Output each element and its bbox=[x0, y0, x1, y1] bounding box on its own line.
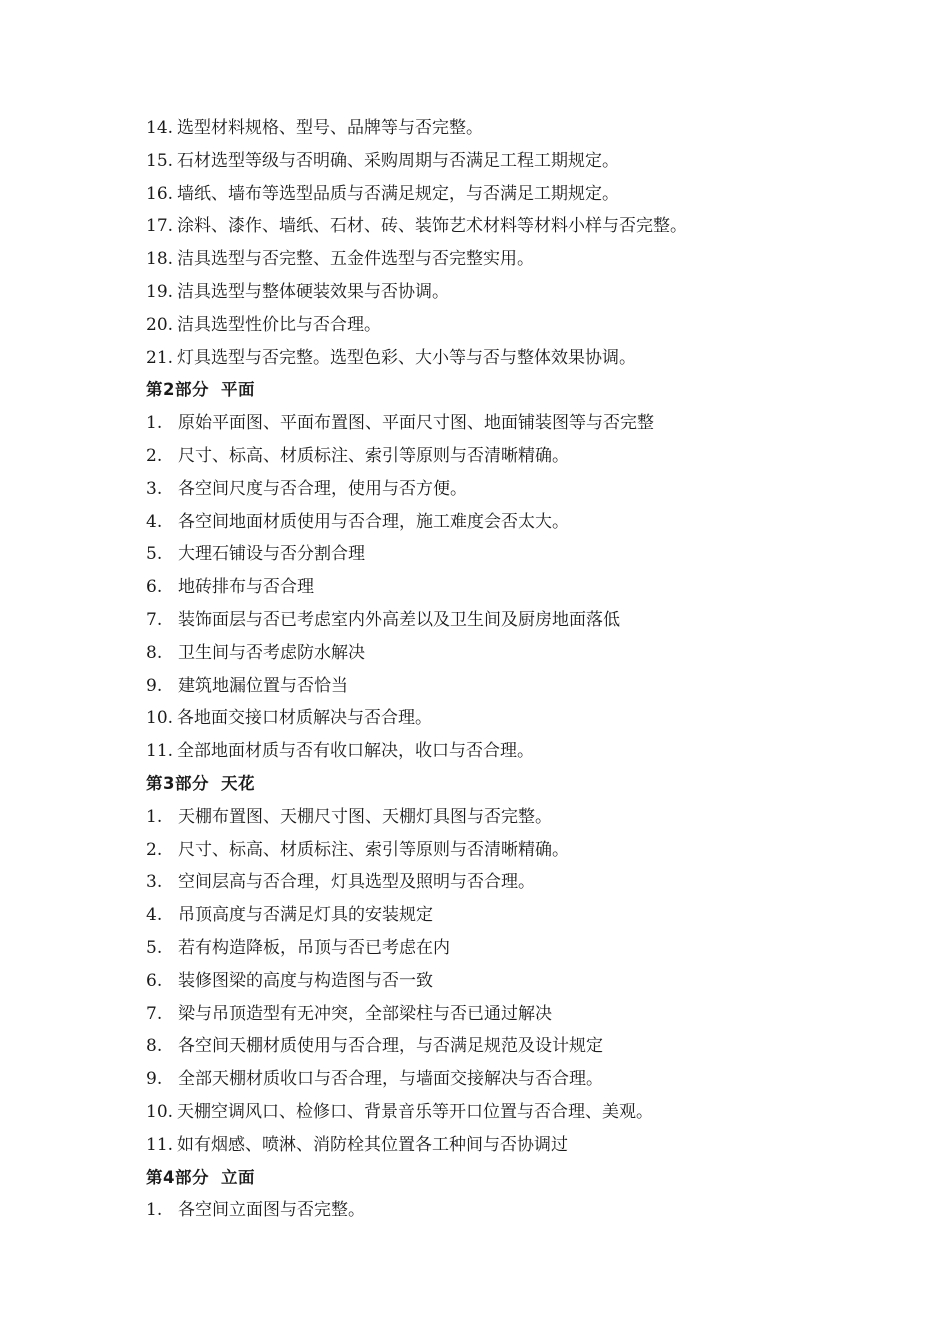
list-item bbox=[146, 866, 866, 899]
item-text: 全部天棚材质收口与否合理，与墙面交接解决与否合理。 bbox=[178, 1069, 603, 1090]
item-text: 建筑地漏位置与否恰当 bbox=[178, 675, 348, 696]
item-text: 卫生间与否考虑防水解决 bbox=[178, 642, 365, 663]
item-text: 洁具选型与整体硬装效果与否协调。 bbox=[177, 281, 450, 302]
list-item bbox=[146, 145, 866, 178]
item-number: 4. bbox=[146, 511, 163, 532]
item-text: 全部地面材质与否有收口解决，收口与否合理。 bbox=[177, 741, 535, 762]
item-number: 4. bbox=[146, 905, 163, 926]
item-text: 墙纸、墙布等选型品质与否满足规定，与否满足工期规定。 bbox=[177, 183, 620, 204]
section-part: 第4部分 bbox=[146, 1167, 209, 1187]
item-text: 原始平面图、平面布置图、平面尺寸图、地面铺装图等与否完整 bbox=[178, 413, 654, 434]
section-heading bbox=[146, 768, 866, 801]
item-number: 8. bbox=[146, 1036, 163, 1057]
item-text: 洁具选型性价比与否合理。 bbox=[177, 314, 382, 335]
list-item bbox=[146, 112, 866, 145]
item-number: 2. bbox=[146, 445, 163, 466]
item-text: 天棚空调风口、检修口、背景音乐等开口位置与否合理、美观。 bbox=[177, 1101, 654, 1122]
list-item bbox=[146, 834, 866, 867]
section-title: 天花 bbox=[220, 773, 255, 793]
item-text: 灯具选型与否完整。选型色彩、大小等与否与整体效果协调。 bbox=[177, 347, 637, 368]
section-part: 第3部分 bbox=[146, 773, 209, 793]
item-text: 洁具选型与否完整、五金件选型与否完整实用。 bbox=[177, 249, 535, 270]
item-number: 6. bbox=[146, 970, 163, 991]
list-item bbox=[146, 1129, 866, 1162]
list-item bbox=[146, 1096, 866, 1129]
item-number: 5. bbox=[146, 937, 163, 958]
item-number: 9. bbox=[146, 675, 163, 696]
list-item bbox=[146, 210, 866, 243]
list-item bbox=[146, 276, 866, 309]
list-item bbox=[146, 932, 866, 965]
item-text: 空间层高与否合理，灯具选型及照明与否合理。 bbox=[178, 872, 535, 893]
section-title: 立面 bbox=[220, 1167, 255, 1187]
item-number: 19. bbox=[146, 281, 174, 302]
item-number: 2. bbox=[146, 839, 163, 860]
item-number: 9. bbox=[146, 1069, 163, 1090]
list-item bbox=[146, 243, 866, 276]
list-item bbox=[146, 702, 866, 735]
item-text: 尺寸、标高、材质标注、索引等原则与否清晰精确。 bbox=[178, 445, 569, 466]
item-text: 若有构造降板，吊顶与否已考虑在内 bbox=[178, 937, 450, 958]
list-item bbox=[146, 1063, 866, 1096]
document-body bbox=[146, 112, 866, 1227]
list-item bbox=[146, 670, 866, 703]
section-heading bbox=[146, 374, 866, 407]
list-item bbox=[146, 604, 866, 637]
item-text: 如有烟感、喷淋、消防栓其位置各工种间与否协调过 bbox=[177, 1134, 569, 1155]
item-number: 3. bbox=[146, 478, 163, 499]
item-text: 各空间尺度与否合理，使用与否方便。 bbox=[178, 478, 467, 499]
item-number: 18. bbox=[146, 249, 174, 270]
list-item bbox=[146, 407, 866, 440]
item-text: 各空间天棚材质使用与否合理，与否满足规范及设计规定 bbox=[178, 1036, 603, 1057]
list-item bbox=[146, 1194, 866, 1227]
item-text: 天棚布置图、天棚尺寸图、天棚灯具图与否完整。 bbox=[178, 806, 552, 827]
section-title: 平面 bbox=[220, 380, 255, 400]
item-number: 6. bbox=[146, 577, 163, 598]
item-text: 石材选型等级与否明确、采购周期与否满足工程工期规定。 bbox=[177, 150, 620, 171]
item-number: 21. bbox=[146, 347, 174, 368]
item-text: 涂料、漆作、墙纸、石材、砖、装饰艺术材料等材料小样与否完整。 bbox=[177, 216, 688, 237]
item-number: 11. bbox=[146, 741, 174, 762]
list-item bbox=[146, 801, 866, 834]
item-number: 3. bbox=[146, 872, 163, 893]
list-item bbox=[146, 506, 866, 539]
item-number: 20. bbox=[146, 314, 174, 335]
item-number: 15. bbox=[146, 150, 174, 171]
list-item bbox=[146, 473, 866, 506]
item-number: 1. bbox=[146, 1200, 163, 1221]
item-text: 各空间立面图与否完整。 bbox=[178, 1200, 365, 1221]
list-item bbox=[146, 440, 866, 473]
item-number: 16. bbox=[146, 183, 174, 204]
list-item bbox=[146, 735, 866, 768]
item-number: 14. bbox=[146, 118, 174, 138]
list-item bbox=[146, 637, 866, 670]
item-number: 7. bbox=[146, 609, 163, 630]
section-heading bbox=[146, 1162, 866, 1195]
item-text: 尺寸、标高、材质标注、索引等原则与否清晰精确。 bbox=[178, 839, 569, 860]
list-item bbox=[146, 309, 866, 342]
item-number: 10. bbox=[146, 708, 174, 729]
item-text: 梁与吊顶造型有无冲突，全部梁柱与否已通过解决 bbox=[178, 1003, 552, 1024]
item-number: 5. bbox=[146, 544, 163, 565]
item-number: 1. bbox=[146, 413, 163, 434]
list-item bbox=[146, 965, 866, 998]
item-number: 11. bbox=[146, 1134, 174, 1155]
item-number: 10. bbox=[146, 1101, 174, 1122]
item-text: 大理石铺设与否分割合理 bbox=[178, 544, 365, 565]
item-text: 选型材料规格、型号、品牌等与否完整。 bbox=[177, 118, 484, 138]
item-text: 各地面交接口材质解决与否合理。 bbox=[177, 708, 433, 729]
list-item bbox=[146, 342, 866, 375]
item-number: 8. bbox=[146, 642, 163, 663]
list-item bbox=[146, 178, 866, 211]
item-number: 7. bbox=[146, 1003, 163, 1024]
list-item bbox=[146, 998, 866, 1031]
list-item bbox=[146, 538, 866, 571]
item-number: 1. bbox=[146, 806, 163, 827]
section-part: 第2部分 bbox=[146, 380, 209, 400]
list-item bbox=[146, 571, 866, 604]
item-text: 各空间地面材质使用与否合理，施工难度会否太大。 bbox=[178, 511, 569, 532]
item-text: 地砖排布与否合理 bbox=[178, 577, 314, 598]
list-item bbox=[146, 1030, 866, 1063]
item-text: 装饰面层与否已考虑室内外高差以及卫生间及厨房地面落低 bbox=[178, 609, 620, 630]
item-text: 吊顶高度与否满足灯具的安装规定 bbox=[178, 905, 433, 926]
list-item bbox=[146, 899, 866, 932]
item-text: 装修图梁的高度与构造图与否一致 bbox=[178, 970, 433, 991]
item-number: 17. bbox=[146, 216, 174, 237]
